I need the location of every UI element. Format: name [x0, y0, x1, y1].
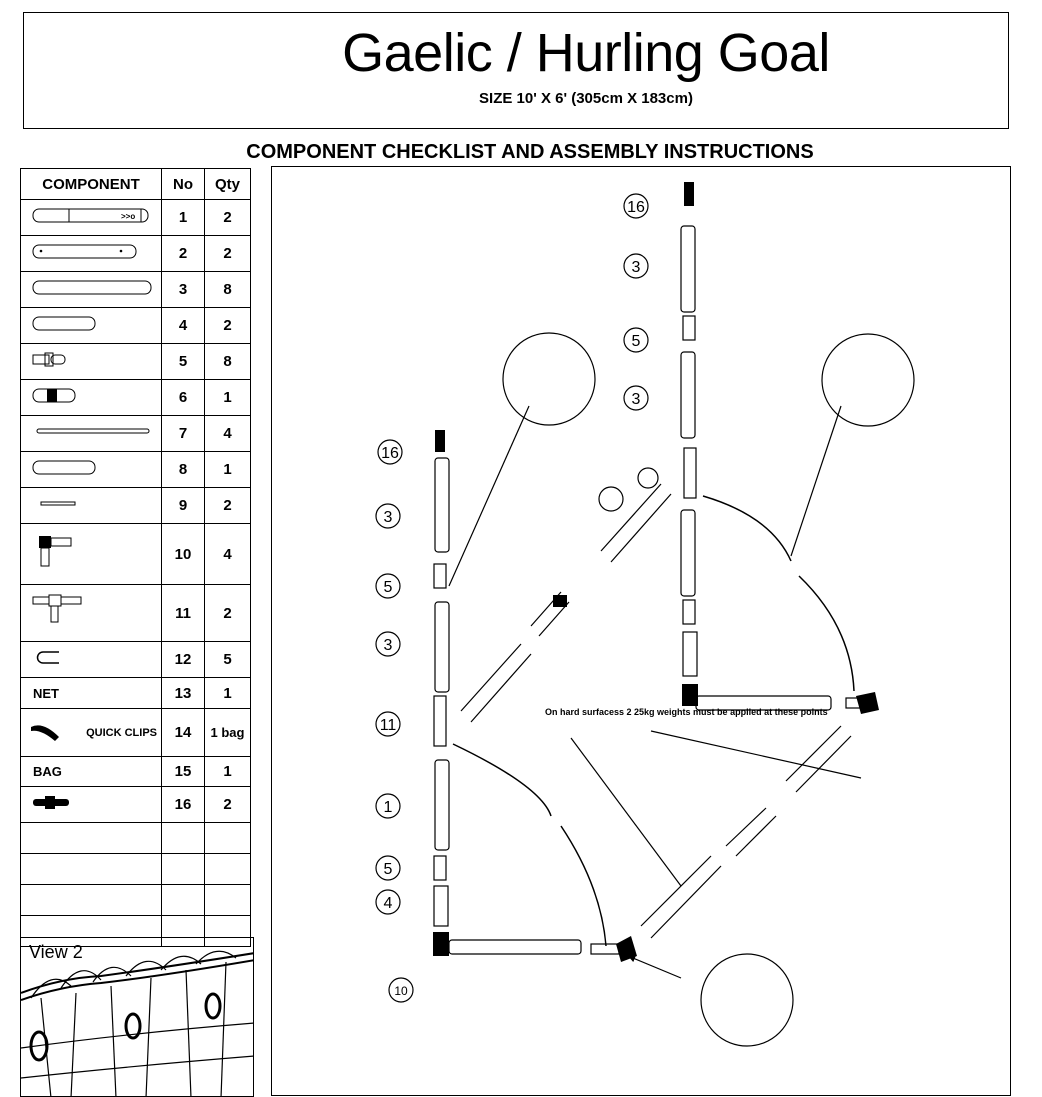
component-qty: 1	[205, 380, 251, 416]
table-row	[21, 488, 251, 524]
component-no: 1	[162, 200, 205, 236]
component-no: 9	[162, 488, 205, 524]
component-qty: 8	[205, 344, 251, 380]
component-9-icon	[21, 488, 162, 524]
table-row	[21, 416, 251, 452]
callout-label: 11	[379, 717, 397, 734]
component-no: 12	[162, 642, 205, 678]
table-row	[21, 344, 251, 380]
callout-label: 1	[383, 799, 393, 816]
quick-clip-icon	[29, 721, 65, 745]
component-no: 8	[162, 452, 205, 488]
callout-label: 4	[383, 895, 393, 912]
component-qty: 4	[205, 416, 251, 452]
table-row	[21, 757, 251, 787]
table-row	[21, 236, 251, 272]
callout-label: 3	[631, 391, 641, 408]
component-no: 3	[162, 272, 205, 308]
callout-label: 5	[631, 333, 641, 350]
component-qty: 2	[205, 308, 251, 344]
component-no: 13	[162, 678, 205, 709]
component-name: QUICK CLIPS	[86, 726, 157, 739]
note-text: On hard surfacess 2 25kg weights must be applied at these points	[545, 707, 828, 717]
component-qty: 2	[205, 200, 251, 236]
col-header-component: COMPONENT	[21, 169, 162, 200]
callout-label: 3	[631, 259, 641, 276]
col-header-no: No	[162, 169, 205, 200]
callout-label: 16	[627, 199, 645, 216]
svg-text:On hard surfacess 2 25kg weigh	[545, 707, 828, 717]
table-row	[21, 200, 251, 236]
table-row	[21, 380, 251, 416]
table-row	[21, 709, 251, 757]
component-3-icon	[21, 272, 162, 308]
component-14-cell	[21, 709, 162, 757]
component-6-icon	[21, 380, 162, 416]
component-qty: 2	[205, 585, 251, 642]
component-no: 7	[162, 416, 205, 452]
component-name: BAG	[21, 757, 162, 787]
component-11-icon	[21, 585, 162, 642]
page-subtitle: SIZE 10' X 6' (305cm X 183cm)	[479, 90, 693, 107]
component-qty: 5	[205, 642, 251, 678]
component-name: NET	[21, 678, 162, 709]
view2-label: View 2	[29, 942, 83, 962]
component-qty: 1 bag	[205, 709, 251, 757]
component-10-icon	[21, 524, 162, 585]
component-no: 15	[162, 757, 205, 787]
component-qty: 1	[205, 452, 251, 488]
component-qty: 4	[205, 524, 251, 585]
component-qty: 2	[205, 787, 251, 823]
table-row-empty	[21, 854, 251, 885]
component-no: 10	[162, 524, 205, 585]
component-no: 14	[162, 709, 205, 757]
table-header-row	[21, 169, 251, 200]
component-no: 16	[162, 787, 205, 823]
component-no: 5	[162, 344, 205, 380]
section-title: COMPONENT CHECKLIST AND ASSEMBLY INSTRUCTIONS	[246, 141, 814, 163]
component-qty: 2	[205, 236, 251, 272]
table-row	[21, 787, 251, 823]
table-row	[21, 585, 251, 642]
table-row	[21, 642, 251, 678]
table-row	[21, 308, 251, 344]
callout-label: 3	[383, 637, 393, 654]
component-8-icon	[21, 452, 162, 488]
table-row	[21, 452, 251, 488]
component-no: 4	[162, 308, 205, 344]
component-qty: 1	[205, 757, 251, 787]
callout-label: 3	[383, 509, 393, 526]
callout-label: 16	[381, 445, 399, 462]
callout-label: 10	[394, 984, 408, 998]
component-1-icon	[21, 200, 162, 236]
svg-text:>>o: >>o	[121, 212, 136, 221]
callout-label: 5	[383, 579, 393, 596]
col-header-qty: Qty	[205, 169, 251, 200]
component-no: 6	[162, 380, 205, 416]
component-qty: 8	[205, 272, 251, 308]
weights-note	[545, 707, 828, 717]
component-2-icon	[21, 236, 162, 272]
component-no: 2	[162, 236, 205, 272]
component-16-icon	[21, 787, 162, 823]
table-row	[21, 524, 251, 585]
component-no: 11	[162, 585, 205, 642]
component-4-icon	[21, 308, 162, 344]
component-qty: 1	[205, 678, 251, 709]
component-checklist-table	[20, 168, 251, 947]
component-12-icon	[21, 642, 162, 678]
page-title: Gaelic / Hurling Goal	[342, 23, 830, 83]
diagram-callouts	[376, 194, 658, 1002]
table-row	[21, 678, 251, 709]
component-qty: 2	[205, 488, 251, 524]
assembly-diagram	[271, 166, 1011, 1078]
component-7-icon	[21, 416, 162, 452]
callout-label: 5	[383, 861, 393, 878]
table-row	[21, 272, 251, 308]
table-row-empty	[21, 885, 251, 916]
component-5-icon	[21, 344, 162, 380]
table-row-empty	[21, 823, 251, 854]
